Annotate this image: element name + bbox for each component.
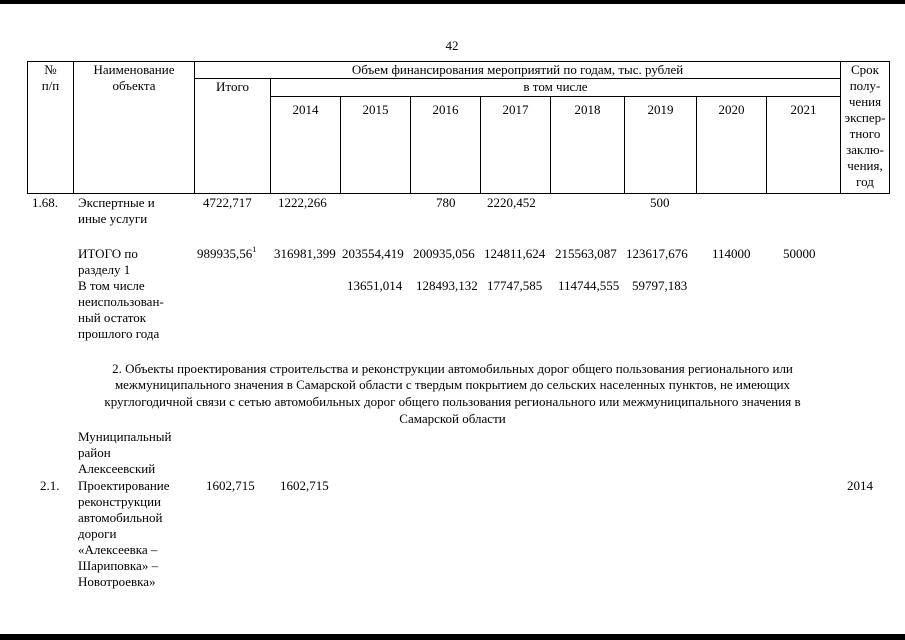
- cell-2014: 1222,266: [278, 195, 327, 210]
- row-name-line1: Проектирование: [78, 478, 170, 493]
- header-year-2014: 2014: [292, 102, 319, 117]
- row-name-line7: Новотроевка»: [78, 574, 156, 589]
- header-name-line2: объекта: [112, 78, 156, 93]
- footnote-mark: 1: [252, 245, 257, 254]
- cell-2016: 780: [436, 195, 456, 210]
- header-total: Итого: [216, 79, 249, 94]
- cell-2015: 203554,419: [342, 246, 404, 261]
- cell-2019: 123617,676: [626, 246, 688, 261]
- row-name-line1: В том числе: [78, 278, 145, 293]
- row-name-line5: «Алексеевка –: [78, 542, 158, 557]
- row-name-line1: Экспертные и: [78, 195, 155, 210]
- header-year-2019: 2019: [647, 102, 674, 117]
- row-name-line3: автомобильной: [78, 510, 163, 525]
- cell-total: 989935,56$^1$: [197, 245, 257, 261]
- cell-2016: 128493,132: [416, 278, 478, 293]
- cell-2014: 1602,715: [280, 478, 329, 493]
- row-name-line3: ный остаток: [78, 310, 147, 325]
- bottom-border: [0, 634, 905, 640]
- cell-deadline: 2014: [847, 478, 873, 493]
- cell-2015: 13651,014: [347, 278, 403, 293]
- header-num-line1: №: [44, 62, 57, 77]
- row-name-line6: Шариповка» –: [78, 558, 159, 573]
- top-border: [0, 0, 905, 4]
- row-name-line2: иные услуги: [78, 211, 148, 226]
- header-name-line1: Наименование: [93, 62, 175, 77]
- cell-total: 4722,717: [203, 195, 252, 210]
- header-num-line2: п/п: [41, 78, 60, 93]
- row-number: 1.68.: [32, 195, 58, 210]
- cell-2017: 2220,452: [487, 195, 536, 210]
- row-name-line2: разделу 1: [78, 262, 131, 277]
- header-year-2018: 2018: [574, 102, 601, 117]
- header-year-2017: 2017: [502, 102, 529, 117]
- header-including: в том числе: [523, 79, 588, 94]
- cell-2020: 114000: [712, 246, 751, 261]
- cell-2019: 500: [650, 195, 670, 210]
- row-name-line4: дороги: [78, 526, 117, 541]
- cell-2019: 59797,183: [632, 278, 688, 293]
- cell-2016: 200935,056: [413, 246, 475, 261]
- cell-2018: 114744,555: [558, 278, 620, 293]
- cell-2014: 316981,399: [274, 246, 336, 261]
- header-year-2015: 2015: [362, 102, 389, 117]
- header-year-2016: 2016: [432, 102, 459, 117]
- cell-2021: 50000: [783, 246, 816, 261]
- row-name-line2: неиспользован-: [78, 294, 164, 309]
- cell-2017: 124811,624: [484, 246, 546, 261]
- cell-2017: 17747,585: [487, 278, 543, 293]
- cell-2018: 215563,087: [555, 246, 617, 261]
- page-number: 42: [445, 38, 459, 53]
- row-number: 2.1.: [40, 478, 60, 493]
- header-funding: Объем финансирования мероприятий по годам, тыс. рублей: [351, 62, 684, 77]
- row-name-line2: реконструкции: [78, 494, 162, 509]
- row-name-line1: ИТОГО по: [78, 246, 138, 261]
- header-year-2021: 2021: [790, 102, 817, 117]
- header-year-2020: 2020: [718, 102, 745, 117]
- cell-total: 1602,715: [206, 478, 255, 493]
- row-name-line4: прошлого года: [78, 326, 160, 341]
